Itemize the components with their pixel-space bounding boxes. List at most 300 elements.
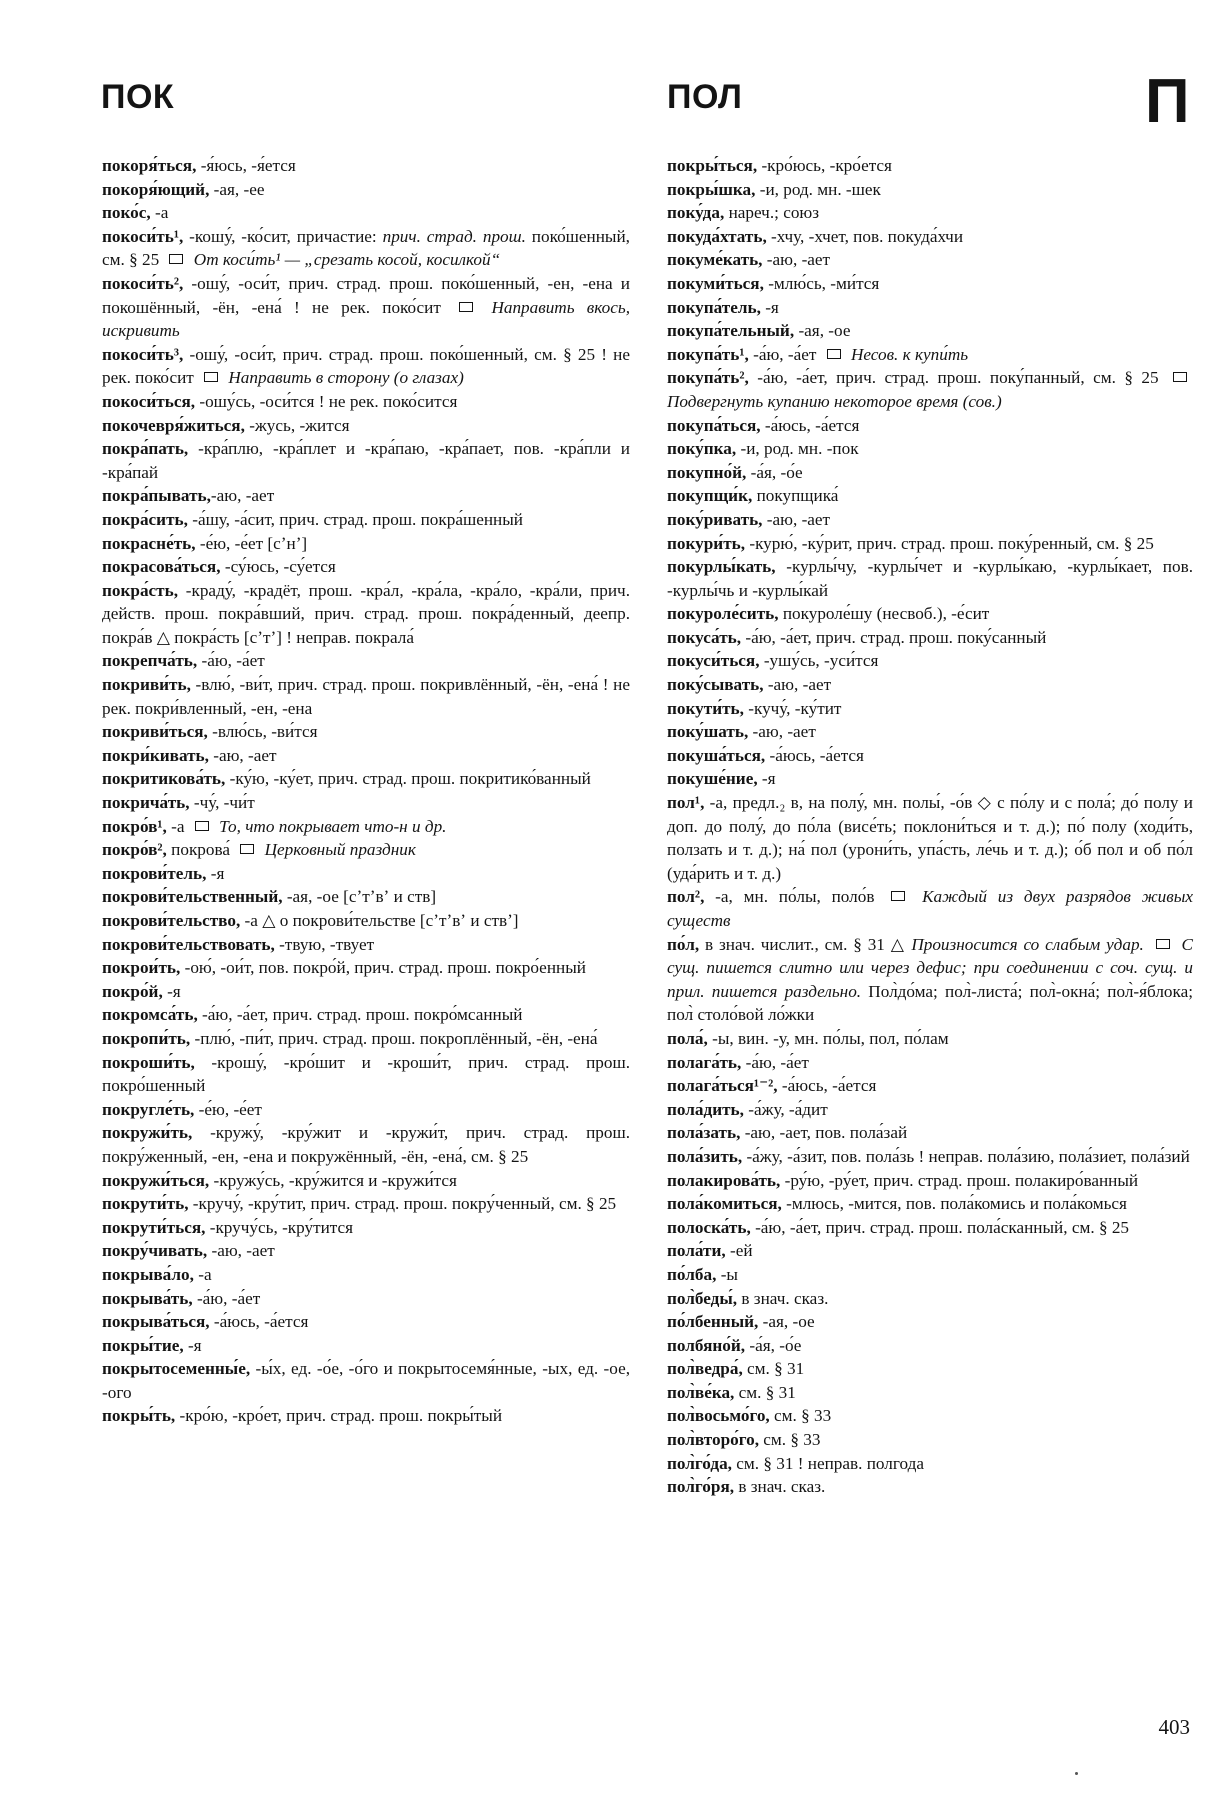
headword: покрасова́ться, <box>102 557 221 577</box>
dictionary-entry <box>102 508 630 532</box>
headword: покрепча́ть, <box>102 651 198 671</box>
grammar-forms: -кра́плю, -кра́плет и -кра́паю, -кра́пает, пов. -кра́пли и -кра́пай <box>102 439 630 482</box>
dictionary-entry <box>667 225 1193 249</box>
headword: полакирова́ть, <box>667 1170 781 1190</box>
dictionary-entry <box>667 248 1193 272</box>
grammar-forms: -кручу́сь, -кру́тится <box>205 1217 354 1237</box>
dictionary-entry <box>102 1357 630 1404</box>
dictionary-entry <box>667 296 1193 320</box>
headword: покра́сть, <box>102 580 179 600</box>
grammar-forms: -су́юсь, -су́ется <box>220 557 336 577</box>
dictionary-entry <box>102 980 630 1004</box>
grammar-forms: -а <box>150 203 169 223</box>
dictionary-entry <box>102 1192 630 1216</box>
dictionary-entry <box>667 933 1193 1027</box>
dictionary-entry <box>102 649 630 673</box>
dictionary-entry <box>102 343 630 390</box>
definition: То, что покрывает что-н и др. <box>214 816 447 836</box>
headword: поку́сывать, <box>667 675 764 695</box>
headword: покрича́ть, <box>102 793 190 813</box>
dictionary-entry <box>102 1310 630 1334</box>
grammar-forms: покуроле́шу (несвоб.), -е́сит <box>778 604 990 624</box>
grammar-forms: -аю, -ает, пов. пола́зай <box>740 1123 908 1143</box>
headword: покоря́ться, <box>102 156 197 175</box>
dictionary-entry <box>102 579 630 650</box>
grammar-forms: -плю́, -пи́т, прич. страд. прош. покроплённый, -ён, -ена́ <box>190 1028 598 1048</box>
dictionary-column-left <box>102 154 630 1428</box>
headword: покоси́ть³, <box>102 344 184 364</box>
headword: поко́с, <box>102 203 151 223</box>
headword: полага́ть, <box>667 1052 742 1072</box>
grammar-forms: -я <box>757 769 776 789</box>
headword: покуси́ться, <box>667 651 760 671</box>
dictionary-entry <box>667 1051 1193 1075</box>
grammar-forms: нареч.; союз <box>724 203 820 223</box>
grammar-forms: -аю, -ает <box>207 1241 275 1261</box>
headword: пола́зать, <box>667 1123 741 1143</box>
headword: покри́кивать, <box>102 745 209 765</box>
grammar-forms: -а́я, -о́е <box>746 462 803 482</box>
grammar-forms: -а́шу, -а́сит, прич. страд. прош. покра́шенный <box>187 509 523 529</box>
dictionary-entry <box>102 1287 630 1311</box>
headword: пол¹, <box>667 793 705 813</box>
headword: покоси́ться, <box>102 391 196 411</box>
dictionary-entry <box>667 602 1193 626</box>
grammar-forms: -а́ю, -а́ет, прич. страд. прош. покро́мсанный <box>197 1005 523 1025</box>
grammar-forms: -краду́, -крадёт, прош. -кра́л, -кра́ла, -кра́ло, -кра́ли, прич. действ. прош. покра́вший, прич. страд. прош. покра́денный, деепр. покра́в △ покра́сть [сʼтʼ] ! неправ. покрала́ <box>102 580 630 647</box>
grammar-forms: -ы́х, ед. -о́е, -о́го и покрытосемя́нные, -ых, ед. -ое, -ого <box>102 1359 630 1402</box>
grammar-forms: -ку́ю, -ку́ет, прич. страд. прош. покритико́ванный <box>225 769 591 789</box>
headword: покружи́ться, <box>102 1170 210 1190</box>
grammar-forms: -а́ю, -а́ет, прич. страд. прош. пола́сканный, см. § 25 <box>750 1217 1130 1237</box>
dictionary-column-right <box>667 154 1193 1499</box>
dictionary-entry <box>102 437 630 484</box>
dictionary-entry <box>667 1428 1193 1452</box>
dictionary-entry <box>667 343 1193 367</box>
dictionary-entry <box>667 626 1193 650</box>
headword: покра́пывать, <box>102 486 211 506</box>
dictionary-entry <box>667 508 1193 532</box>
headword: полоска́ть, <box>667 1217 751 1237</box>
headword: покра́пать, <box>102 439 189 459</box>
grammar-label: прич. страд. прош. <box>382 226 526 246</box>
grammar-forms: -ая, -ое <box>758 1312 815 1332</box>
headword: покромса́ть, <box>102 1005 198 1025</box>
headword: пол̀ведра́, <box>667 1359 743 1379</box>
dictionary-entry <box>102 933 630 957</box>
grammar-forms: -и, род. мн. -пок <box>736 439 859 459</box>
grammar-forms: -млю́сь, -ми́тся <box>763 273 880 293</box>
headword: пол², <box>667 887 705 907</box>
note: Произносится со слабым удар. <box>911 934 1150 954</box>
headword: покружи́ть, <box>102 1123 193 1143</box>
dictionary-entry <box>667 555 1193 602</box>
dictionary-entry <box>667 1027 1193 1051</box>
headword: покуми́ться, <box>667 273 764 293</box>
grammar-forms: -твую, -твует <box>274 934 375 954</box>
grammar-forms: -ошу́сь, -оси́тся ! не рек. поко́сится <box>195 391 458 411</box>
grammar-forms: -ая, -ее <box>209 179 265 199</box>
grammar-forms: -а́ю, -а́ет, прич. страд. прош. поку́санный <box>741 627 1047 647</box>
dictionary-entry <box>667 1310 1193 1334</box>
grammar-forms: -а́я, -о́е <box>745 1335 802 1355</box>
headword: поку́пка, <box>667 439 737 459</box>
grammar-forms: -влю́сь, -ви́тся <box>207 722 318 742</box>
grammar-forms: -а, мн. по́лы, поло́в <box>704 887 886 907</box>
dictionary-entry <box>667 1263 1193 1287</box>
headword: покуша́ться, <box>667 745 766 765</box>
headword: покрыва́ло, <box>102 1264 194 1284</box>
dictionary-entry <box>667 1404 1193 1428</box>
dictionary-entry <box>102 862 630 886</box>
grammar-forms: -а́юсь, -а́ется <box>760 415 860 435</box>
dictionary-entry <box>667 532 1193 556</box>
grammar-forms: -ошу́, -оси́т, прич. страд. прош. поко́шенный, см. § 25 ! не рек. поко́сит <box>102 344 630 388</box>
dictionary-entry <box>102 1003 630 1027</box>
grammar-forms: -и, род. мн. -шек <box>755 179 881 199</box>
dictionary-entry <box>102 414 630 438</box>
dictionary-entry <box>667 1121 1193 1145</box>
dictionary-entry <box>667 1216 1193 1240</box>
dictionary-entry <box>667 461 1193 485</box>
definition: Несов. к купи́ть <box>846 344 969 364</box>
grammar-forms: поко́шенный, см. § 25 <box>102 226 630 270</box>
headword: покрути́ть, <box>102 1194 189 1214</box>
headword: покрови́тельство, <box>102 911 241 930</box>
grammar-forms: -аю, -ает <box>208 745 277 765</box>
grammar-forms: -млюсь, -мится, пов. пола́комись и пола́комься <box>781 1194 1127 1214</box>
headword: пол̀ве́ка, <box>667 1382 735 1402</box>
headword: пол̀го́ря, <box>667 1477 735 1497</box>
definition-box-icon <box>204 372 218 382</box>
definition: От коси́ть¹ — „срезать косой, косилкой“ <box>189 250 501 270</box>
headword: покро́в², <box>102 840 167 860</box>
grammar-forms: -а́ю, -а́ет, прич. страд. прош. поку́панный, см. § 25 <box>748 368 1167 388</box>
headword: покрови́тельственный, <box>102 887 283 907</box>
grammar-forms: -жусь, -жится <box>244 415 350 435</box>
grammar-forms: -курю́, -ку́рит, прич. страд. прош. поку́ренный, см. § 25 <box>745 533 1154 553</box>
grammar-forms: -я <box>206 863 225 883</box>
grammar-forms: -ы, вин. -у, мн. по́лы, пол, по́лам <box>707 1028 949 1048</box>
dictionary-entry <box>102 178 630 202</box>
headword: покрути́ться, <box>102 1217 206 1237</box>
grammar-forms: покрова́ <box>166 840 235 860</box>
definition-box-icon <box>240 844 254 854</box>
grammar-forms: -а <box>193 1264 212 1284</box>
dictionary-entry <box>102 1239 630 1263</box>
grammar-forms: -ей <box>725 1241 753 1261</box>
grammar-forms: -а △ о покрови́тельстве [сʼтʼвʼ и ствʼ] <box>240 911 519 930</box>
dictionary-entry <box>667 1098 1193 1122</box>
grammar-forms: -аю, -ает <box>762 509 831 529</box>
headword: покрови́тельствовать, <box>102 934 275 954</box>
definition-box-icon <box>1156 939 1170 949</box>
dictionary-entry <box>667 1452 1193 1476</box>
dictionary-entry <box>102 154 630 178</box>
headword: покритикова́ть, <box>102 769 226 789</box>
grammar-forms: -я <box>183 1335 202 1355</box>
headword: пола́, <box>667 1028 708 1048</box>
headword: покрови́тель, <box>102 863 207 883</box>
headword: поку́ривать, <box>667 509 763 529</box>
grammar-forms: см. § 31 ! неправ. полгода <box>731 1453 924 1473</box>
headword: по́лбенный, <box>667 1312 759 1332</box>
dictionary-entry <box>667 744 1193 768</box>
grammar-forms: в знач. сказ. <box>734 1477 826 1497</box>
grammar-forms: -а́жу, -а́зит, пов. пола́зь ! неправ. пола́зию, пола́зиет, пола́зий <box>742 1146 1190 1166</box>
dictionary-entry <box>102 390 630 414</box>
definition-box-icon <box>827 349 841 359</box>
headword: покропи́ть, <box>102 1028 191 1048</box>
dictionary-entry <box>667 1475 1193 1499</box>
grammar-forms: -кручу́, -кру́тит, прич. страд. прош. покру́ченный, см. § 25 <box>188 1194 617 1214</box>
headword: пола́зить, <box>667 1146 743 1166</box>
definition: Подвергнуть купанию некоторое время (сов.) <box>667 391 1002 411</box>
definition-box-icon <box>1173 372 1187 382</box>
grammar-forms: -аю, -ает <box>762 250 831 270</box>
definition: С сущ. пишется слитно или через дефис; при соединении с соч. сущ. и прил. пишется раздельно. <box>667 934 1194 1001</box>
grammar-forms: -влю́, -ви́т, прич. страд. прош. покривлённый, -ён, -ена́ ! не рек. покри́вленный, -ен, -ена <box>102 675 630 718</box>
dictionary-entry <box>102 555 630 579</box>
dictionary-entry <box>102 272 630 343</box>
grammar-forms: -кро́юсь, -кро́ется <box>757 156 892 175</box>
dictionary-entry <box>102 673 630 720</box>
scan-mark <box>1075 1772 1078 1775</box>
headword: покрытосеменны́е, <box>102 1359 251 1379</box>
dictionary-entry <box>102 1027 630 1051</box>
dictionary-entry <box>667 673 1193 697</box>
definition-box-icon <box>169 254 183 264</box>
dictionary-entry <box>667 366 1193 413</box>
headword: покрои́ть, <box>102 958 181 978</box>
headword: покры́ться, <box>667 156 758 175</box>
dictionary-entry <box>667 1145 1193 1169</box>
dictionary-entry <box>667 649 1193 673</box>
grammar-forms: -ушу́сь, -уси́тся <box>759 651 879 671</box>
dictionary-entry <box>102 720 630 744</box>
headword: покуса́ть, <box>667 627 742 647</box>
grammar-forms: -е́ю, -е́ет <box>194 1099 262 1119</box>
grammar-forms: -а́жу, -а́дит <box>743 1099 828 1119</box>
grammar-forms: -аю, -ает <box>763 675 832 695</box>
dictionary-entry <box>102 1121 630 1168</box>
grammar-forms: -аю, -ает <box>748 722 816 742</box>
dictionary-entry <box>667 484 1193 508</box>
dictionary-entry <box>667 791 1193 885</box>
grammar-forms: -кружу́сь, -кру́жится и -кружи́тся <box>209 1170 457 1190</box>
headword: покуроле́сить, <box>667 604 779 624</box>
grammar-forms: покупщика́ <box>752 486 839 506</box>
dictionary-entry <box>667 1287 1193 1311</box>
dictionary-entry <box>102 1263 630 1287</box>
definition-box-icon <box>459 302 473 312</box>
definition: Направить вкось, искривить <box>102 297 630 341</box>
dictionary-entry <box>667 319 1193 343</box>
grammar-forms: в знач. числит., см. § 31 △ <box>699 934 912 954</box>
headword: полбяно́й, <box>667 1335 746 1355</box>
dictionary-entry <box>102 484 630 508</box>
grammar-forms: -я́юсь, -я́ется <box>196 156 296 175</box>
grammar-forms: в знач. сказ. <box>737 1288 829 1308</box>
dictionary-entry <box>102 838 630 862</box>
grammar-forms: -а́ю, -а́ет <box>192 1288 261 1308</box>
dictionary-entry <box>667 1357 1193 1381</box>
dictionary-entry <box>667 154 1193 178</box>
grammar-forms: -чу́, -чи́т <box>189 793 255 813</box>
grammar-forms: см. § 31 <box>742 1359 805 1379</box>
headword: покро́в¹, <box>102 816 167 836</box>
grammar-forms: -ая, -ое [сʼтʼвʼ и ств] <box>282 887 437 907</box>
dictionary-entry <box>667 1334 1193 1358</box>
grammar-forms: см. § 33 <box>769 1406 832 1426</box>
dictionary-entry <box>667 1192 1193 1216</box>
grammar-forms: -а, предл.₂ в, на полу́, мн. полы́, -о́в ◇ с по́лу и с пола́; до́ полу и доп. до полу́, до по́ла (висе́ть; поклони́ться и т. д.); по́ полу (ходи́ть, ползать и т. д.); на́ пол (урони́ть, упа́сть, ле́чь и т. д.); о́б пол и об по́л (уда́рить и т. д.) <box>667 793 1193 883</box>
definition: Каждый из двух разрядов живых существ <box>667 887 1194 930</box>
running-head-left: ПОК <box>101 78 175 116</box>
dictionary-entry <box>667 1239 1193 1263</box>
dictionary-entry <box>102 1051 630 1098</box>
grammar-forms: -я <box>760 297 779 317</box>
headword: покры́шка, <box>667 179 756 199</box>
dictionary-entry <box>102 767 630 791</box>
section-letter: П <box>1144 67 1190 136</box>
headword: покупа́ться, <box>667 415 761 435</box>
headword: поку́да, <box>667 203 725 223</box>
grammar-forms: -ы <box>716 1264 738 1284</box>
headword: покупа́тельный, <box>667 321 795 341</box>
headword: покупщи́к, <box>667 486 753 506</box>
grammar-forms: -хчу, -хчет, пов. покуда́хчи <box>766 226 964 246</box>
dictionary-entry <box>667 767 1193 791</box>
dictionary-entry <box>102 815 630 839</box>
headword: покупа́тель, <box>667 297 761 317</box>
grammar-forms: см. § 33 <box>759 1430 821 1450</box>
headword: пол̀второ́го, <box>667 1430 759 1450</box>
grammar-forms: -аю, -ает <box>210 486 275 506</box>
grammar-forms: см. § 31 <box>734 1382 796 1402</box>
headword: покути́ть, <box>667 698 744 718</box>
headword: покро́й, <box>102 981 163 1001</box>
dictionary-entry <box>102 1404 630 1428</box>
headword: пол̀восьмо́го, <box>667 1406 770 1426</box>
grammar-forms: -кружу́, -кру́жит и -кружи́т, прич. страд. прош. покру́женный, -ен, -ена и покружённый, -ён, -ена́, см. § 25 <box>102 1123 630 1166</box>
dictionary-entry <box>102 744 630 768</box>
headword: пола́дить, <box>667 1099 744 1119</box>
headword: покупа́ть², <box>667 368 749 388</box>
headword: покриви́ть, <box>102 675 191 695</box>
headword: покуше́ние, <box>667 769 758 789</box>
grammar-forms: -а <box>166 816 189 836</box>
dictionary-entry <box>102 909 630 933</box>
headword: покроши́ть, <box>102 1052 195 1072</box>
dictionary-entry <box>667 720 1193 744</box>
dictionary-entry <box>667 437 1193 461</box>
dictionary-entry <box>667 697 1193 721</box>
dictionary-entry <box>102 1216 630 1240</box>
examples: Пол̀до́ма; пол̀-листа́; пол̀-окна́; пол̀-я́блока; пол̀ столо́вой ло́жки <box>667 981 1194 1025</box>
headword: полага́ться¹⁻², <box>667 1076 778 1096</box>
dictionary-entry <box>102 791 630 815</box>
dictionary-entry <box>102 225 630 272</box>
grammar-forms: -я <box>162 981 181 1001</box>
dictionary-entry <box>667 272 1193 296</box>
grammar-forms: -а́ю, -а́ет <box>741 1052 809 1072</box>
grammar-forms: -кучу́, -ку́тит <box>743 698 842 718</box>
definition-box-icon <box>195 821 209 831</box>
dictionary-entry <box>102 956 630 980</box>
headword: покурлы́кать, <box>667 557 776 577</box>
dictionary-entry <box>667 201 1193 225</box>
headword: покругле́ть, <box>102 1099 195 1119</box>
headword: поку́шать, <box>667 722 749 742</box>
dictionary-entry <box>102 201 630 225</box>
definition: Церковный праздник <box>260 840 416 860</box>
headword: покрыва́ть, <box>102 1288 193 1308</box>
headword: покра́сить, <box>102 509 188 529</box>
headword: пола́ти, <box>667 1241 726 1261</box>
headword: покуда́хтать, <box>667 226 767 246</box>
headword: покоря́ющий, <box>102 179 210 199</box>
headword: покочевря́житься, <box>102 415 245 435</box>
headword: пол̀го́да, <box>667 1453 732 1473</box>
headword: покру́чивать, <box>102 1241 208 1261</box>
headword: покуме́кать, <box>667 250 763 270</box>
grammar-forms: -ошу́, -оси́т, прич. страд. прош. поко́шенный, -ен, -ена и покошённый, -ён, -ена́ ! не рек. поко́сит <box>102 273 630 317</box>
grammar-forms: -а́ю, -а́ет <box>197 651 265 671</box>
dictionary-entry <box>667 178 1193 202</box>
headword: пол̀беды́, <box>667 1288 738 1308</box>
headword: покрасне́ть, <box>102 533 196 553</box>
grammar-forms: -а́юсь, -а́ется <box>209 1312 309 1332</box>
grammar-forms: -крошу́, -кро́шит и -кроши́т, прич. страд. прош. покро́шенный <box>102 1052 630 1096</box>
headword: покоси́ть¹, <box>102 226 184 246</box>
headword: покриви́ться, <box>102 722 208 742</box>
dictionary-entry <box>102 1334 630 1358</box>
dictionary-entry <box>667 1169 1193 1193</box>
grammar-forms: -а́юсь, -а́ется <box>777 1076 877 1096</box>
grammar-forms: -а́ю, -а́ет <box>748 344 821 364</box>
headword: покупно́й, <box>667 462 747 482</box>
definition: Направить в сторону (о глазах) <box>224 368 464 388</box>
dictionary-entry <box>102 885 630 909</box>
grammar-forms: -кошу́, -ко́сит, причастие: <box>183 226 383 246</box>
grammar-forms: -ая, -ое <box>794 321 851 341</box>
dictionary-entry <box>102 1169 630 1193</box>
dictionary-entry <box>102 1098 630 1122</box>
grammar-forms: -е́ю, -е́ет [сʼнʼ] <box>195 533 308 553</box>
headword: покоси́ть², <box>102 273 184 293</box>
page-number: 403 <box>1158 1715 1190 1739</box>
grammar-forms: -кро́ю, -кро́ет, прич. страд. прош. покры́тый <box>175 1406 503 1426</box>
running-head-middle: ПОЛ <box>667 78 743 116</box>
headword: покури́ть, <box>667 533 746 553</box>
dictionary-entry <box>667 1074 1193 1098</box>
dictionary-entry <box>667 1381 1193 1405</box>
headword: покры́тие, <box>102 1335 184 1355</box>
grammar-forms: -ру́ю, -ру́ет, прич. страд. прош. полакиро́ванный <box>780 1170 1139 1190</box>
dictionary-entry <box>102 532 630 556</box>
dictionary-entry <box>667 414 1193 438</box>
headword: пола́комиться, <box>667 1194 782 1214</box>
headword: покрыва́ться, <box>102 1312 210 1332</box>
grammar-forms: -курлы́чу, -курлы́чет и -курлы́каю, -курлы́кает, пов. -курлы́чь и -курлы́кай <box>667 557 1193 600</box>
headword: по́лба, <box>667 1264 717 1284</box>
definition-box-icon <box>891 891 905 901</box>
dictionary-entry <box>667 885 1193 932</box>
headword: по́л, <box>667 934 700 954</box>
grammar-forms: -а́юсь, -а́ется <box>765 745 864 765</box>
grammar-forms: -ою́, -ои́т, пов. покро́й, прич. страд. прош. покро́енный <box>180 958 586 978</box>
